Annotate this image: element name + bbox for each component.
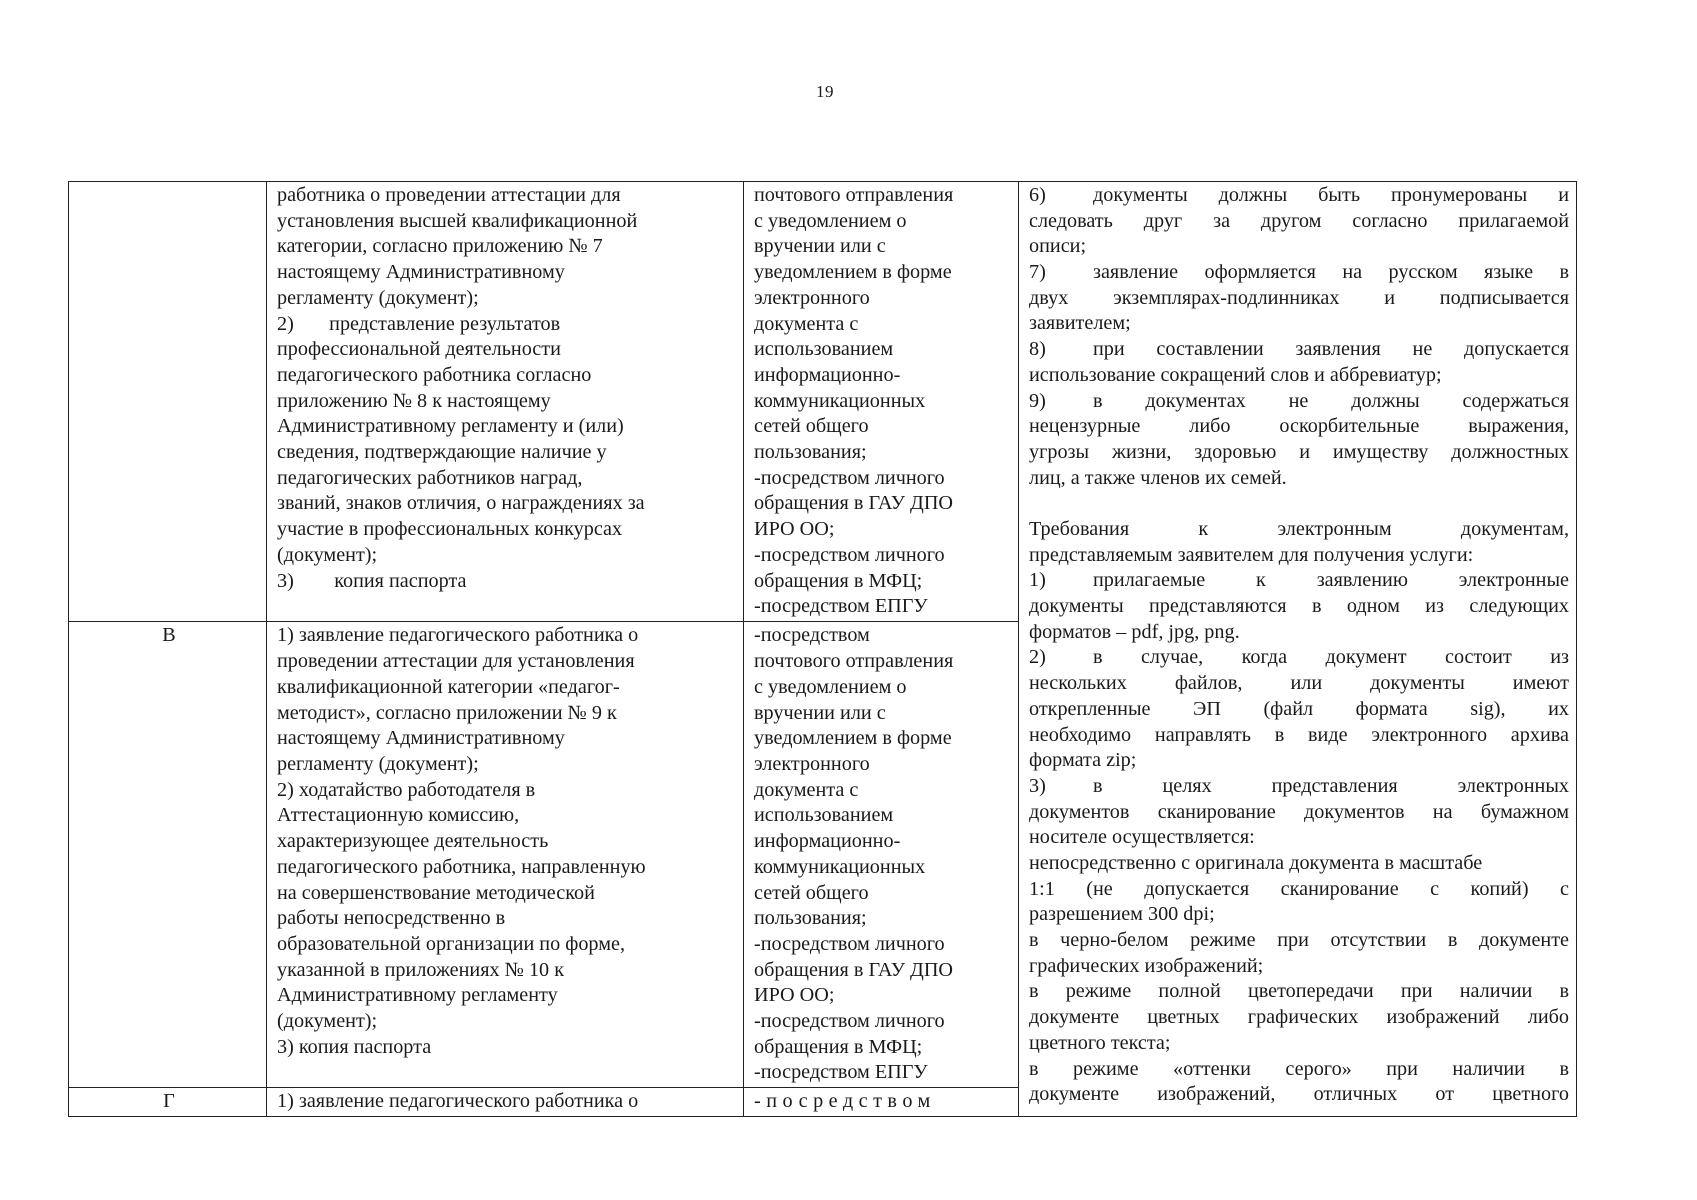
requirement-text: при составлении заявления не допускается — [1093, 338, 1569, 361]
requirement-line — [1029, 183, 1569, 209]
requirement-text: нецензурные либо оскорбительные выражения, — [1029, 415, 1569, 438]
submission-ways-cell — [744, 182, 1019, 622]
requirement-line — [1029, 517, 1569, 543]
text-line: настоящему Административному — [277, 261, 565, 284]
text-line: информационно- — [754, 363, 901, 386]
requirement-text: графических изображений; — [1029, 954, 1264, 977]
requirement-line — [1029, 928, 1569, 954]
requirement-line — [1029, 800, 1569, 826]
text-line: обращения в МФЦ; — [754, 1035, 923, 1058]
requirement-text: документе цветных графических изображений либо — [1029, 1006, 1569, 1029]
requirement-line — [1029, 260, 1569, 286]
requirement-text: документов сканирование документов на бумажном — [1029, 800, 1569, 823]
requirement-line — [1029, 389, 1569, 415]
text-line: участие в профессиональных конкурсах — [277, 518, 623, 541]
requirement-line — [1029, 645, 1569, 671]
text-line: обращения в ГАУ ДПО — [754, 492, 953, 515]
text-line: на совершенствование методической — [277, 881, 595, 904]
requirement-text: прилагаемые к заявлению электронные — [1093, 569, 1569, 592]
text-line: -посредством личного — [754, 1010, 945, 1033]
requirement-text: цветного текста; — [1029, 1031, 1171, 1054]
requirement-line — [1029, 671, 1569, 697]
text-line: пользования; — [754, 907, 867, 930]
text-line: использованием — [754, 804, 894, 827]
requirement-text: представляемым заявителем для получения услуги: — [1029, 543, 1474, 566]
requirement-line — [1029, 723, 1569, 749]
requirement-text: 1:1 (не допускается сканирование с копий) с — [1029, 877, 1569, 900]
text-line: настоящему Административному — [277, 727, 565, 750]
text-line: вручении или с — [754, 701, 886, 724]
text-line: характеризующее деятельность — [277, 830, 549, 853]
requirement-line — [1029, 440, 1569, 466]
text-line: электронного — [754, 286, 870, 309]
requirement-line — [1029, 543, 1569, 569]
requirement-text: носителе осуществляется: — [1029, 826, 1255, 849]
text-line: 1) заявление педагогического работника о — [277, 624, 639, 647]
text-line: категории, согласно приложению № 7 — [277, 235, 603, 258]
requirement-line — [1029, 1031, 1569, 1057]
requirement-text: в случае, когда документ состоит из — [1093, 646, 1569, 669]
text-line: образовательной организации по форме, — [277, 932, 625, 955]
requirement-line — [1029, 748, 1569, 774]
text-line: -посредством ЕПГУ — [754, 1061, 928, 1084]
list-number: 1) — [1029, 569, 1046, 592]
text-line: -посредством — [754, 624, 870, 647]
requirement-text: двух экземплярах-подлинниках и подписывается — [1029, 286, 1569, 309]
text-line: приложению № 8 к настоящему — [277, 389, 551, 412]
submission-ways-cell — [744, 1087, 1019, 1116]
text-line: коммуникационных — [754, 855, 926, 878]
requirement-text: заявление оформляется на русском языке в — [1093, 261, 1569, 284]
requirement-text: следовать друг за другом согласно прилагаемой — [1029, 209, 1569, 232]
requirement-line — [1029, 466, 1569, 492]
text-line: сетей общего — [754, 415, 869, 438]
text-line: 1) заявление педагогического работника о — [277, 1089, 639, 1112]
text-line: методист», согласно приложении № 9 к — [277, 701, 617, 724]
requirement-text: необходимо направлять в виде электронного архива — [1029, 723, 1569, 746]
text-line: использованием — [754, 338, 894, 361]
text-line: Административному регламенту и (или) — [277, 415, 624, 438]
text-line: 2) ходатайство работодателя в — [277, 778, 536, 801]
requirement-line — [1029, 311, 1569, 337]
text-line: пользования; — [754, 441, 867, 464]
text-line: обращения в ГАУ ДПО — [754, 958, 953, 981]
text-line: коммуникационных — [754, 389, 926, 412]
list-number: 2) — [1029, 646, 1046, 669]
requirement-text: лиц, а также членов их семей. — [1029, 466, 1287, 489]
paragraph-gap — [1029, 491, 1569, 517]
text-line: педагогических работников наград, — [277, 466, 583, 489]
text-line: с уведомлением о — [754, 209, 907, 232]
text-line: электронного — [754, 752, 870, 775]
requirement-text: форматов – pdf, jpg, png. — [1029, 620, 1240, 643]
requirement-text: формата zip; — [1029, 749, 1137, 772]
requirement-line — [1029, 594, 1569, 620]
text-line: с уведомлением о — [754, 675, 907, 698]
text-line: документа с — [754, 778, 859, 801]
requirement-text: документы должны быть пронумерованы и — [1093, 184, 1569, 206]
requirement-line — [1029, 568, 1569, 594]
services-table — [68, 181, 1577, 1117]
submission-ways-cell — [744, 622, 1019, 1087]
requirement-line — [1029, 620, 1569, 646]
requirement-line — [1029, 414, 1569, 440]
text-line: (документ); — [277, 1010, 378, 1033]
documents-cell — [267, 622, 744, 1087]
requirement-line — [1029, 1057, 1569, 1083]
list-number: 6) — [1029, 184, 1046, 206]
list-number: 9) — [1029, 389, 1046, 412]
text-line: квалификационной категории «педагог- — [277, 675, 620, 698]
requirement-line — [1029, 979, 1569, 1005]
text-line: 2) представление результатов — [277, 312, 561, 335]
requirement-text: непосредственно с оригинала документа в масштабе — [1029, 852, 1483, 874]
list-number: 8) — [1029, 338, 1046, 361]
requirement-line — [1029, 697, 1569, 723]
text-line: -посредством личного — [754, 543, 945, 566]
requirement-text: Требования к электронным документам, — [1029, 518, 1569, 540]
requirement-text: разрешением 300 dpi; — [1029, 903, 1215, 926]
text-line: -посредством ЕПГУ — [754, 595, 928, 618]
text-line: сведения, подтверждающие наличие у — [277, 441, 607, 464]
requirement-line — [1029, 954, 1569, 980]
text-line: Аттестационную комиссию, — [277, 804, 520, 827]
text-line: почтового отправления — [754, 184, 954, 206]
requirement-text: в документах не должны содержаться — [1093, 389, 1569, 412]
requirement-text: заявителем; — [1029, 312, 1131, 335]
page-number: 19 — [816, 82, 834, 101]
requirement-text: в режиме «оттенки серого» при наличии в — [1029, 1057, 1569, 1080]
requirement-text: открепленные ЭП (файл формата sig), их — [1029, 697, 1569, 720]
requirement-line — [1029, 774, 1569, 800]
text-line: ИРО ОО; — [754, 518, 835, 541]
text-line: Административному регламенту — [277, 984, 558, 1007]
text-line: педагогического работника, направленную — [277, 855, 646, 878]
text-line: 3) копия паспорта — [277, 1035, 432, 1058]
requirement-text: в целях представления электронных — [1093, 774, 1569, 797]
requirement-text: использование сокращений слов и аббревиатур; — [1029, 363, 1442, 386]
text-line: документа с — [754, 312, 859, 335]
text-line: -посредством — [754, 1089, 936, 1112]
text-line: информационно- — [754, 830, 901, 853]
text-line: уведомлением в форме — [754, 727, 952, 750]
text-line: проведении аттестации для установления — [277, 650, 635, 673]
category-cell: В — [69, 622, 267, 1087]
text-line: 3) копия паспорта — [277, 569, 467, 592]
documents-cell — [267, 182, 744, 622]
requirement-line — [1029, 825, 1569, 851]
requirement-line — [1029, 234, 1569, 260]
text-line: уведомлением в форме — [754, 261, 952, 284]
requirement-line — [1029, 363, 1569, 389]
text-line: регламенту (документ); — [277, 752, 479, 775]
category-cell — [69, 182, 267, 622]
requirement-text: описи; — [1029, 235, 1087, 258]
requirement-text: документе изображений, отличных от цветного — [1029, 1083, 1569, 1106]
requirement-line — [1029, 286, 1569, 312]
requirement-line — [1029, 337, 1569, 363]
text-line: профессиональной деятельности — [277, 338, 561, 361]
text-line: указанной в приложениях № 10 к — [277, 958, 565, 981]
text-line: работы непосредственно в — [277, 907, 506, 930]
list-number: 3) — [1029, 774, 1046, 797]
documents-cell — [267, 1087, 744, 1116]
text-line: вручении или с — [754, 235, 886, 258]
table-row — [69, 182, 1577, 622]
requirement-text: документы представляются в одном из следующих — [1029, 595, 1569, 618]
requirement-text: угрозы жизни, здоровью и имуществу должностных — [1029, 440, 1569, 463]
text-line: (документ); — [277, 543, 378, 566]
text-line: работника о проведении аттестации для — [277, 184, 621, 206]
requirement-text: нескольких файлов, или документы имеют — [1029, 672, 1569, 695]
requirement-line — [1029, 851, 1569, 877]
requirement-text: в режиме полной цветопередачи при наличии в — [1029, 980, 1569, 1003]
requirements-cell — [1019, 182, 1577, 1117]
text-line: педагогического работника согласно — [277, 363, 592, 386]
text-line: ИРО ОО; — [754, 984, 835, 1007]
text-line: -посредством личного — [754, 466, 945, 489]
text-line: регламенту (документ); — [277, 286, 479, 309]
text-line: -посредством личного — [754, 932, 945, 955]
text-line: званий, знаков отличия, о награждениях за — [277, 492, 645, 515]
category-cell: Г — [69, 1087, 267, 1116]
list-number: 7) — [1029, 261, 1046, 284]
text-line: обращения в МФЦ; — [754, 569, 923, 592]
text-line: сетей общего — [754, 881, 869, 904]
requirement-text: в черно-белом режиме при отсутствии в документе — [1029, 929, 1569, 952]
requirement-line — [1029, 1005, 1569, 1031]
text-line: установления высшей квалификационной — [277, 209, 638, 232]
requirement-line — [1029, 877, 1569, 903]
requirement-line — [1029, 1082, 1569, 1108]
requirement-line — [1029, 209, 1569, 235]
text-line: почтового отправления — [754, 650, 954, 673]
requirement-line — [1029, 902, 1569, 928]
